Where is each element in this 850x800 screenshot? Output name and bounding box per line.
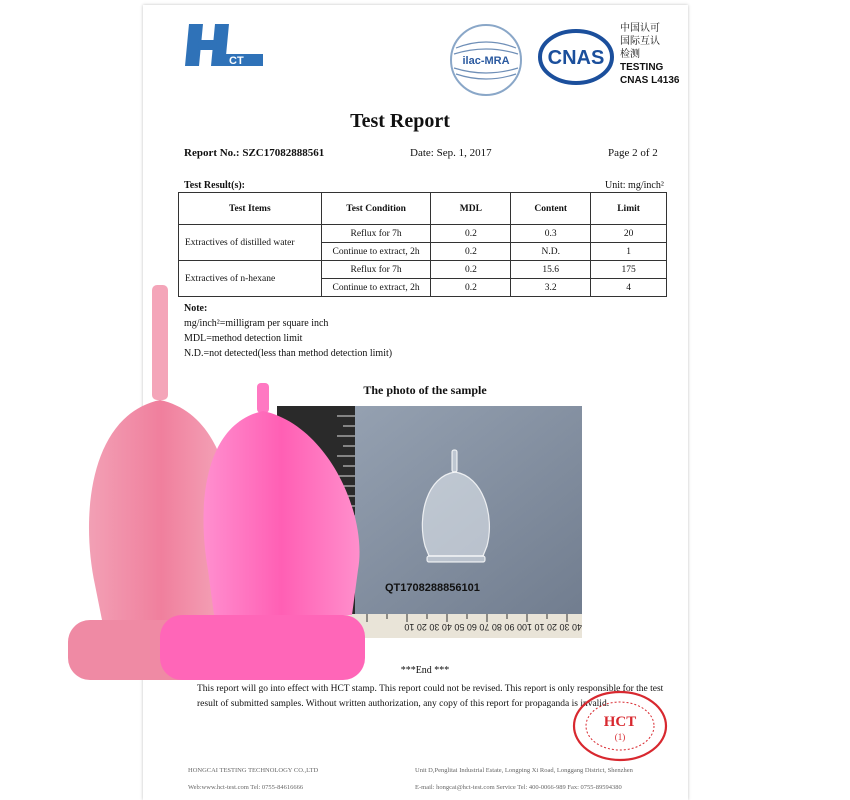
- test-results-label: Test Result(s):: [184, 180, 246, 191]
- mdl-cell: 0.2: [431, 279, 511, 297]
- test-item-cell: Extractives of n-hexane: [179, 261, 322, 297]
- unit-label: Unit: mg/inch²: [605, 180, 664, 191]
- content-cell: N.D.: [511, 243, 591, 261]
- table-row: [179, 225, 667, 243]
- svg-text:ilac-MRA: ilac-MRA: [462, 55, 510, 67]
- results-table: [178, 192, 667, 297]
- mdl-cell: 0.2: [431, 243, 511, 261]
- column-header: Test Condition: [321, 193, 431, 225]
- condition-cell: Reflux for 7h: [321, 225, 431, 243]
- limit-cell: 20: [591, 225, 667, 243]
- hct-logo: [185, 20, 265, 70]
- content-cell: 0.3: [511, 225, 591, 243]
- stamp-text: HCT: [603, 714, 637, 730]
- content-cell: 3.2: [511, 279, 591, 297]
- stamp-number: (1): [614, 732, 626, 742]
- mdl-cell: 0.2: [431, 225, 511, 243]
- note-line: MDL=method detection limit: [184, 333, 303, 344]
- report-number: Report No.: SZC17082888561: [184, 147, 325, 159]
- column-header: MDL: [431, 193, 511, 225]
- report-date: Date: Sep. 1, 2017: [410, 147, 492, 159]
- report-title: Test Report: [350, 110, 450, 132]
- svg-text:CNAS: CNAS: [547, 47, 605, 69]
- end-marker: ***End ***: [400, 665, 450, 676]
- condition-cell: Continue to extract, 2h: [321, 243, 431, 261]
- limit-cell: 175: [591, 261, 667, 279]
- ruler-bottom-labels: 40 30 20 10 100 90 80 70 60 50 40 30 20 10: [404, 622, 582, 632]
- note-line: mg/inch²=milligram per square inch: [184, 318, 329, 329]
- condition-cell: Continue to extract, 2h: [321, 279, 431, 297]
- mdl-cell: 0.2: [431, 261, 511, 279]
- column-header: Limit: [591, 193, 667, 225]
- cnas-accreditation-text: 中国认可 国际互认 检测 TESTING CNAS L4136: [620, 23, 680, 86]
- hct-stamp: [572, 690, 668, 762]
- table-row: [179, 261, 667, 279]
- footer-company: HONGCAI TESTING TECHNOLOGY CO.,LTD: [188, 767, 319, 774]
- photo-title: The photo of the sample: [363, 383, 487, 397]
- note-line: N.D.=not detected(less than method detection limit): [184, 348, 393, 359]
- table-header-row: [179, 193, 667, 225]
- page-number: Page 2 of 2: [608, 147, 658, 159]
- svg-text:CT: CT: [229, 55, 244, 67]
- sample-id-label: QT1708288856101: [385, 582, 480, 594]
- condition-cell: Reflux for 7h: [321, 261, 431, 279]
- content-cell: 15.6: [511, 261, 591, 279]
- ilac-mra-logo: [448, 22, 524, 98]
- disclaimer-text: This report will go into effect with HCT stamp. This report could not be revised. This report is only responsible for the test result of submitted samples. Without written authorization, any copy of this report for propaganda is invalid.: [197, 684, 664, 709]
- notes-heading: Note:: [184, 303, 208, 314]
- limit-cell: 4: [591, 279, 667, 297]
- limit-cell: 1: [591, 243, 667, 261]
- footer-contact-right: E-mail: hongcai@hct-test.com Service Tel: 400-0066-989 Fax: 0755-89594380: [415, 784, 622, 791]
- cnas-logo: [538, 28, 614, 86]
- test-item-cell: Extractives of distilled water: [179, 225, 322, 261]
- menstrual-cups-image: [60, 285, 380, 685]
- footer-address: Unit D,Penglitai Industrial Estate, Longping Xi Road, Longgang District, Shenzhen: [415, 767, 633, 774]
- column-header: Content: [511, 193, 591, 225]
- footer-contact-left: Web:www.hct-test.com Tel: 0755-84616666: [188, 784, 304, 791]
- column-header: Test Items: [179, 193, 322, 225]
